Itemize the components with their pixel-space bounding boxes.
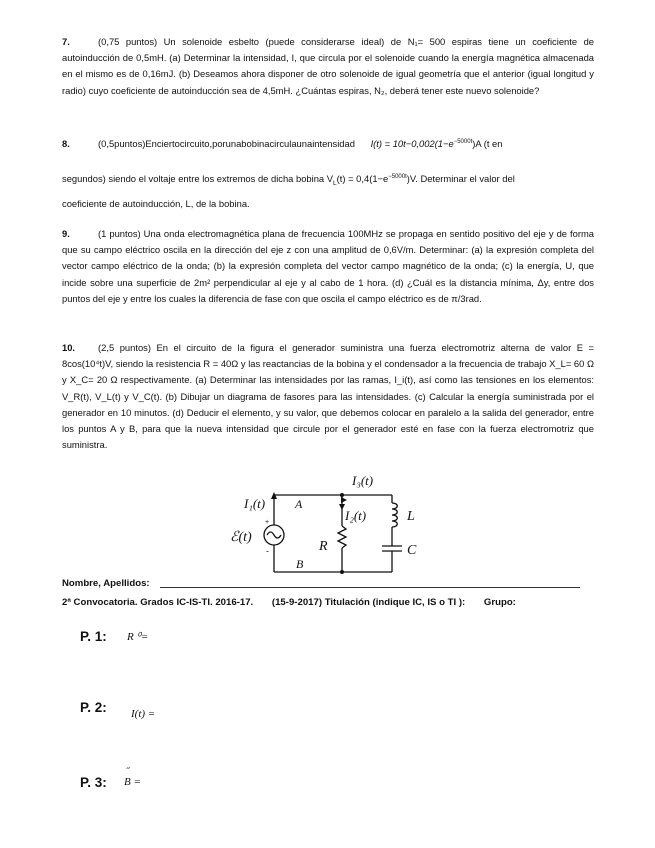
intensity-tail: )A (t en [472, 138, 503, 149]
problem-8-line-3 [62, 198, 594, 209]
inductor-symbol [392, 503, 397, 527]
problem-10 [62, 340, 594, 453]
problem-number: 10. [62, 342, 76, 353]
problem-text: (0,75 puntos) Un solenoide esbelto (puede considerarse ideal) de N₁= 500 espiras tiene un coeficiente de autoinducción de 0,5mH. (a) Determinar la intensidad, I, que circula por el solenoide cuando la energía magnética almacenada en el mismo es de 0,16mJ. (b) Deseamos ahora disponer de otro solenoide de igual geometría que el anterior (igual longitud y radio) cuyo coeficiente de autoinducción sea de 4,5mH. ¿Cuántas espiras, N₂, deberá tener este nuevo solenoide? [62, 36, 594, 96]
resistor-label: R [319, 539, 328, 554]
answer-formula-p1: R ⁰= [127, 631, 149, 643]
voltage-formula: (t) = 0,4(1−e [336, 173, 389, 184]
plus-sign: + [265, 519, 270, 526]
name-label: Nombre, Apellidos: [62, 578, 150, 589]
intensity-exponent: −5000t [453, 138, 473, 145]
voltage-subscript: L [333, 179, 337, 187]
answer-label-p2: P. 2: [80, 700, 107, 715]
emf-label: ℰ(t) [230, 530, 252, 545]
answer-label-p1: P. 1: [80, 629, 107, 644]
vector-mark: ˝ [126, 767, 130, 778]
grupo-text: Grupo: [483, 597, 516, 608]
titulacion-text: (15-9-2017) Titulación (indique IC, IS o TI ): [271, 597, 466, 608]
problem-text: (1 puntos) Una onda electromagnética plana de frecuencia 100MHz se propaga en sentido positivo del eje y de forma que su campo eléctrico oscila en la dirección del eje z con una amplitud de 0,6V/m. Determinar: (a) la expresión completa del vector campo eléctrico de la onda; (b) la expresión completa del vector campo magnético de la onda; (c) la energía, U, que incide sobre una superficie de 2m² perpendicular al eje y al cabo de 1 hora. (d) ¿Cuál es la distancia mínima, Δy, entre dos puntos del eje y entre los cuales la diferencia de fase con que oscila el campo eléctrico es de π/3rad. [62, 228, 594, 304]
problem-number: 8. [62, 138, 70, 149]
problem-text: (0,5puntos)Enciertocircuito,porunabobinacirculaunaintensidad [98, 138, 355, 149]
problem-text: coeficiente de autoinducción, L, de la bobina. [62, 198, 250, 209]
label-i2: I₂(t) [345, 508, 367, 523]
problem-8-line-1 [62, 138, 594, 149]
voltage-exponent: −5000t [388, 173, 407, 180]
capacitor-label: C [407, 543, 417, 558]
answer-formula-p2: I(t) = [131, 708, 156, 720]
problem-9 [62, 226, 594, 307]
answer-label-p3: P. 3: [80, 775, 107, 790]
problem-number: 7. [62, 36, 70, 47]
answer-formula-text: B = [124, 776, 141, 788]
answer-formula-p3 [124, 767, 141, 788]
inductor-label: L [407, 509, 415, 524]
convocatoria-text: 2ª Convocatoria. Grados IC-IS-TI. 2016-17. [62, 597, 254, 608]
resistor-symbol [338, 526, 346, 548]
problem-text: segundos) siendo el voltaje entre los extremos de dicha bobina V [62, 173, 334, 184]
node-a-label: A [295, 497, 303, 511]
problem-8-line-2 [62, 173, 594, 187]
label-i3: I₃(t) [352, 473, 374, 488]
current-arrow-i3 [341, 497, 347, 503]
circuit-diagram [228, 470, 428, 582]
problem-number: 9. [62, 228, 70, 239]
problem-7 [62, 34, 594, 99]
node-b-label: B [296, 557, 304, 571]
intensity-formula: I(t) = 10t−0,002(1−e [370, 138, 454, 149]
voltage-tail: )V. Determinar el valor del [406, 173, 515, 184]
name-input-line[interactable] [160, 587, 580, 588]
problem-text: (2,5 puntos) En el circuito de la figura el generador suministra una fuerza electromotriz alterna de valor E = 8cos(10⁴t)V, siendo la resistencia R = 40Ω y las reactancias de la bobina y el condensador a la frecuencia de trabajo X_L= 60 Ω y X_C= 20 Ω respectivamente. (a) Determinar las intensidades por las ramas, I_i(t), así como las tensiones en los elementos: V_R(t), V_L(t) y V_C(t). (b) Dibujar un diagrama de fasores para las intensidades. (c) Calcular la energía suministrada por el generador en 10 minutos. (d) Deducir el elemento, y su valor, que debemos colocar en paralelo a la salida del generador, entre los puntos A y B, para que la nueva intensidad que circule por el generador esté en fase con la fuerza electromotriz que suministra. [62, 342, 594, 451]
convocatoria-row [62, 597, 516, 608]
label-i1: I₁(t) [244, 496, 266, 511]
minus-sign: - [266, 546, 269, 556]
